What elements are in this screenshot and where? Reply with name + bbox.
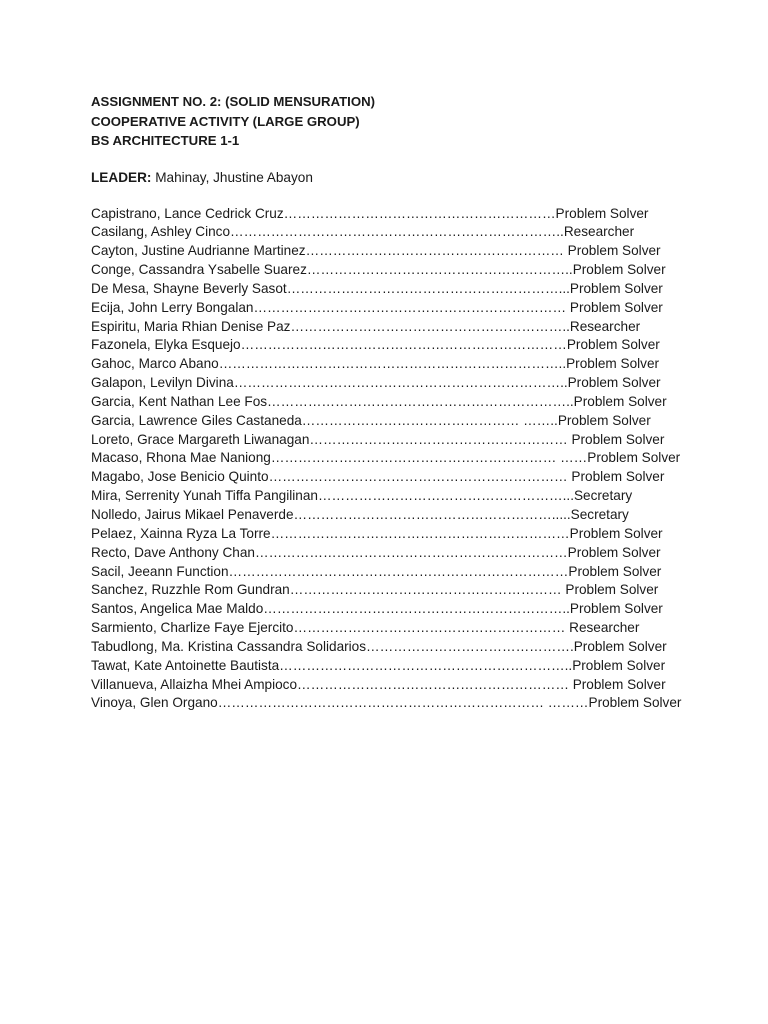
leader-name: Mahinay, Jhustine Abayon [151, 169, 313, 185]
section-title: BS ARCHITECTURE 1-1 [91, 133, 240, 148]
member-row: Vinoya, Glen Organo……………………………………………………………… ………Problem Solver [91, 695, 682, 711]
member-row: Magabo, Jose Benicio Quinto………………………………………………………… Problem Solver [91, 469, 665, 485]
member-row: Espiritu, Maria Rhian Denise Paz……………………………………………………..Researcher [91, 318, 641, 334]
leader-line [91, 168, 691, 187]
member-row: Recto, Dave Anthony Chan……………………………………………………………Problem Solver [91, 544, 661, 560]
member-row: Sarmiento, Charlize Faye Ejercito…………………………………………………… Researcher [91, 620, 640, 636]
member-row: De Mesa, Shayne Beverly Sasot……………………………………………………...Problem Solver [91, 280, 663, 296]
member-row: Gahoc, Marco Abano…………………………………………………………………..Problem Solver [91, 356, 660, 372]
document-page [91, 92, 691, 713]
member-row: Sacil, Jeeann Function…………………………………………………………………Problem Solver [91, 563, 662, 579]
member-row: Sanchez, Ruzzhle Rom Gundran…………………………………………………… Problem Solver [91, 582, 659, 598]
member-row: Tabudlong, Ma. Kristina Cassandra Solidarios……………………………………….Problem Solver [91, 638, 667, 654]
member-list [91, 205, 691, 714]
member-row: Garcia, Lawrence Giles Castaneda………………………………………… ……..Problem Solver [91, 412, 651, 428]
member-row: Ecija, John Lerry Bongalan…………………………………………………………… Problem Solver [91, 299, 663, 315]
member-row: Loreto, Grace Margareth Liwanagan………………………………………………… Problem Solver [91, 431, 665, 447]
assignment-title: ASSIGNMENT NO. 2: (SOLID MENSURATION) [91, 94, 376, 109]
leader-label: LEADER: [91, 169, 152, 185]
member-row: Conge, Cassandra Ysabelle Suarez…………………………………………………..Problem Solver [91, 262, 666, 278]
member-row: Capistrano, Lance Cedrick Cruz……………………………………………………Problem Solver [91, 205, 649, 221]
member-row: Fazonela, Elyka Esquejo………………………………………………………………Problem Solver [91, 337, 660, 353]
member-row: Cayton, Justine Audrianne Martinez………………………………………………… Problem Solver [91, 243, 661, 259]
member-row: Pelaez, Xainna Ryza La Torre…………………………………………………………Problem Solver [91, 525, 663, 541]
document-heading [91, 92, 691, 151]
member-row: Macaso, Rhona Mae Naniong……………………………………………………… ……Problem Solver [91, 450, 681, 466]
member-row: Casilang, Ashley Cinco………………………………………………………………..Researcher [91, 224, 635, 240]
member-row: Galapon, Levilyn Divina………………………………………………………………..Problem Solver [91, 375, 661, 391]
member-row: Villanueva, Allaizha Mhei Ampioco…………………………………………………… Problem Solver [91, 676, 666, 692]
member-row: Tawat, Kate Antoinette Bautista………………………………………………………..Problem Solver [91, 657, 666, 673]
activity-title: COOPERATIVE ACTIVITY (LARGE GROUP) [91, 113, 360, 129]
member-row: Santos, Angelica Mae Maldo…………………………………………………………..Problem Solver [91, 601, 663, 617]
member-row: Garcia, Kent Nathan Lee Fos…………………………………………………………..Problem Solver [91, 393, 667, 409]
member-row: Mira, Serrenity Yunah Tiffa Pangilinan………………………………………………...Secretary [91, 488, 633, 504]
member-row: Nolledo, Jairus Mikael Penaverde………………………………………………….....Secretary [91, 507, 629, 522]
